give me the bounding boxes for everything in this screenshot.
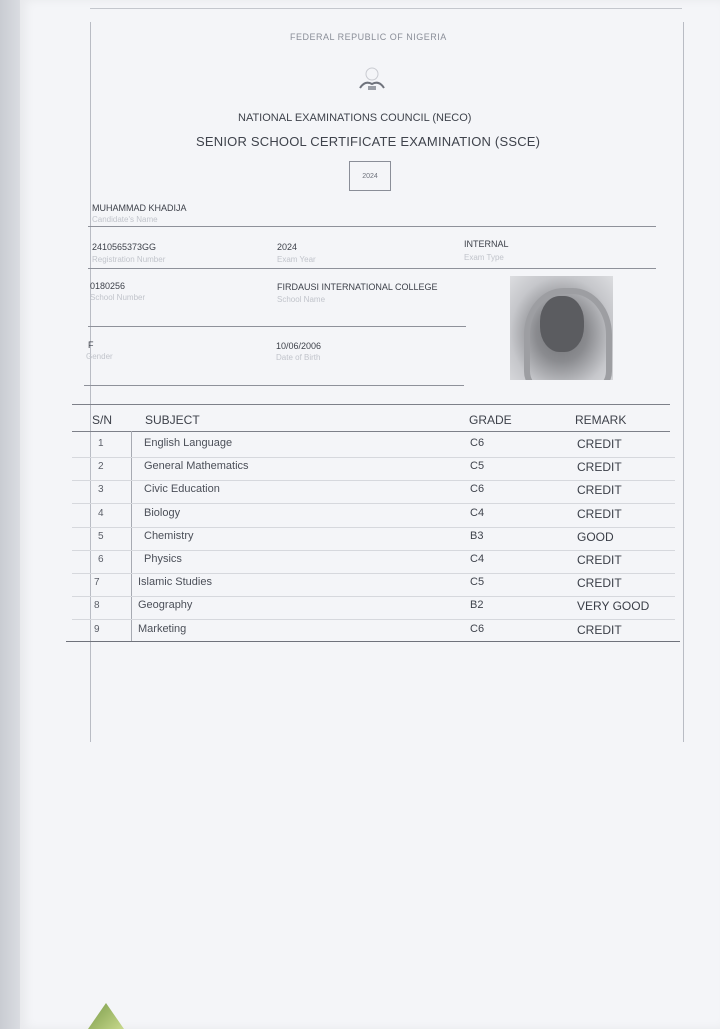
top-border — [90, 8, 682, 9]
header-remark: REMARK — [575, 413, 627, 427]
registration-number: 2410565373GG — [92, 242, 157, 252]
cell-subject: Islamic Studies — [138, 576, 212, 589]
exam-year: 2024 — [277, 242, 298, 252]
exam-year-label: Exam Year — [277, 255, 316, 264]
row-divider — [72, 480, 675, 481]
school-name-label: School Name — [277, 295, 326, 304]
row-divider — [72, 550, 675, 551]
header-grade: GRADE — [469, 413, 512, 427]
divider — [88, 226, 656, 227]
cell-sn: 2 — [98, 461, 104, 473]
header-sn: S/N — [92, 413, 113, 427]
cell-sn: 4 — [98, 507, 104, 519]
cell-grade: C4 — [470, 506, 485, 519]
school-name: FIRDAUSI INTERNATIONAL COLLEGE — [277, 282, 438, 292]
row-divider — [72, 503, 675, 504]
divider — [88, 268, 656, 269]
exam-title: SENIOR SCHOOL CERTIFICATE EXAMINATION (SSCE) — [196, 134, 541, 149]
gender: F — [88, 340, 94, 350]
country-heading: FEDERAL REPUBLIC OF NIGERIA — [290, 32, 447, 42]
candidate-name: MUHAMMAD KHADIJA — [92, 203, 187, 213]
table-top-rule — [72, 404, 670, 405]
gender-label: Gender — [86, 352, 113, 361]
cell-subject: Physics — [144, 553, 182, 565]
cell-grade: C5 — [470, 460, 485, 473]
date-of-birth: 10/06/2006 — [276, 341, 322, 351]
cell-sn: 9 — [94, 623, 100, 635]
divider — [84, 385, 464, 386]
cell-remark: CREDIT — [577, 437, 622, 451]
cell-grade: C6 — [470, 483, 485, 496]
year-box: 2024 — [349, 161, 391, 191]
cell-sn: 5 — [98, 530, 104, 542]
cell-sn: 8 — [94, 600, 100, 612]
cell-grade: B2 — [470, 599, 484, 612]
cell-subject: Biology — [144, 506, 181, 519]
coat-of-arms-icon — [355, 64, 389, 94]
exam-type-label: Exam Type — [464, 253, 504, 262]
row-divider — [72, 596, 675, 597]
row-divider — [72, 573, 675, 574]
cell-remark: GOOD — [577, 529, 614, 544]
cell-subject: Geography — [138, 599, 193, 612]
cell-grade: C5 — [470, 576, 485, 589]
cell-sn: 1 — [98, 438, 104, 449]
cell-sn: 3 — [98, 484, 104, 496]
cell-subject: Chemistry — [144, 529, 194, 542]
cell-sn: 6 — [98, 554, 104, 565]
cell-grade: C6 — [470, 622, 485, 635]
cell-subject: General Mathematics — [144, 460, 249, 473]
table-bottom-rule — [66, 641, 680, 642]
table-header-rule — [72, 431, 670, 432]
row-divider — [72, 457, 675, 458]
column-separator — [131, 431, 132, 641]
row-divider — [72, 619, 675, 620]
cell-remark: CREDIT — [577, 622, 622, 637]
row-divider — [72, 527, 675, 528]
candidate-photo — [510, 276, 613, 380]
cell-remark: CREDIT — [577, 460, 622, 475]
cell-subject: Civic Education — [144, 483, 220, 496]
cell-remark: CREDIT — [577, 506, 622, 521]
cell-remark: VERY GOOD — [577, 599, 650, 614]
cell-remark: CREDIT — [577, 483, 622, 498]
council-title: NATIONAL EXAMINATIONS COUNCIL (NECO) — [238, 112, 472, 124]
photo-face — [540, 296, 584, 352]
school-number-label: School Number — [90, 293, 146, 302]
exam-type: INTERNAL — [464, 239, 509, 249]
candidate-name-label: Candidate's Name — [92, 215, 158, 224]
cell-remark: CREDIT — [577, 553, 622, 567]
cell-subject: English Language — [144, 437, 233, 449]
date-of-birth-label: Date of Birth — [276, 353, 321, 362]
cell-subject: Marketing — [138, 622, 187, 635]
cell-grade: C4 — [470, 553, 485, 565]
header-subject: SUBJECT — [145, 413, 200, 427]
registration-label: Registration Number — [92, 255, 166, 264]
cell-grade: C6 — [470, 437, 485, 449]
divider — [88, 326, 466, 327]
cell-grade: B3 — [470, 529, 484, 542]
cell-sn: 7 — [94, 577, 100, 589]
school-number: 0180256 — [90, 281, 126, 291]
cell-remark: CREDIT — [577, 576, 622, 591]
